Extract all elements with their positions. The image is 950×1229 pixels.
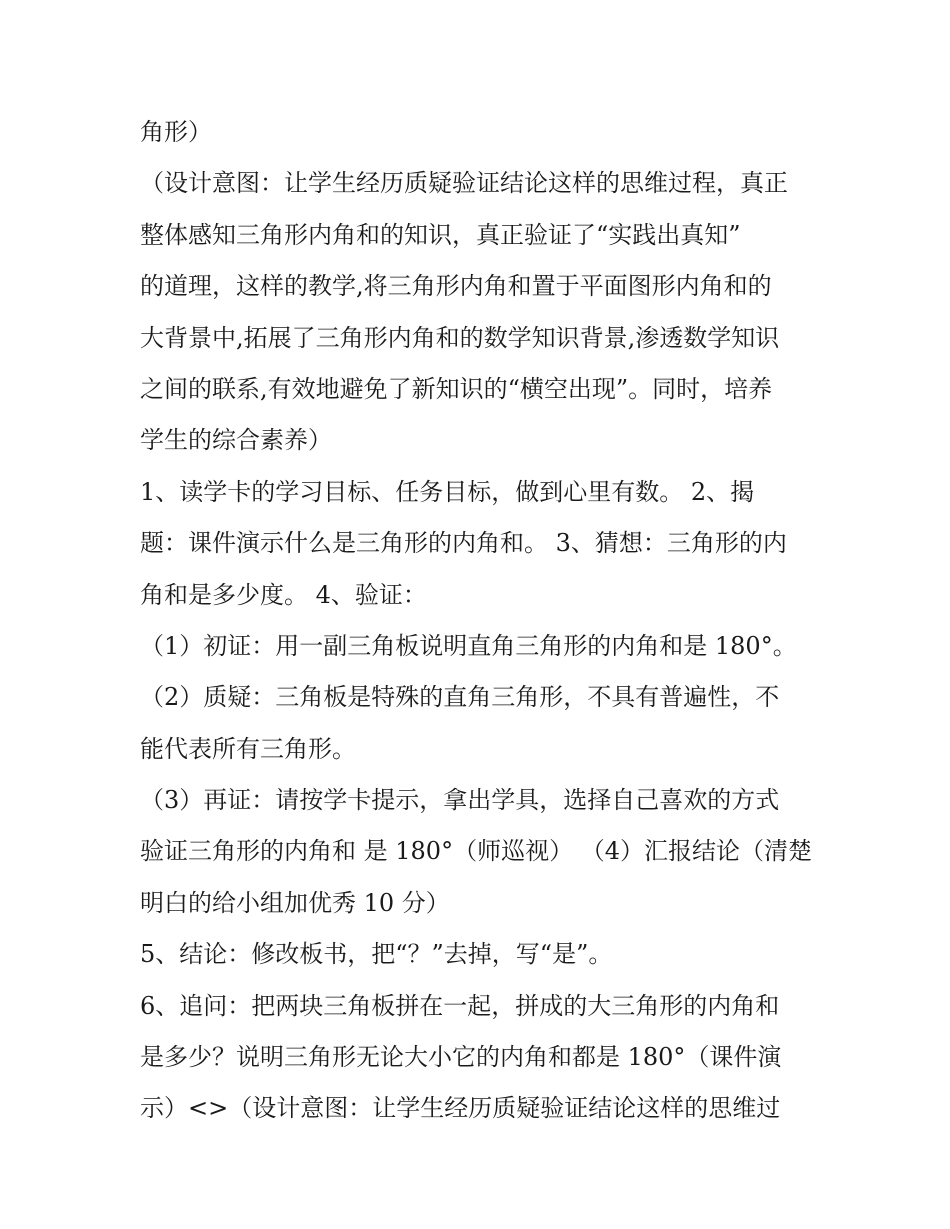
text-line: 角和是多少度。 4、验证： <box>140 580 427 609</box>
text-line: 1、读学卡的学习目标、任务目标，做到心里有数。 2、揭 <box>140 477 755 506</box>
text-line: 题：课件演示什么是三角形的内角和。 3、猜想：三角形的内 <box>140 529 787 558</box>
text-line: 学生的综合素养） <box>140 426 332 455</box>
text-line: （2）质疑：三角板是特殊的直角三角形，不具有普遍性，不 <box>140 683 780 712</box>
text-line: 明白的给小组加优秀 10 分） <box>140 888 450 917</box>
text-line: 大背景中,拓展了三角形内角和的数学知识背景,渗透数学知识 <box>140 323 780 352</box>
text-line: 示）<>（设计意图：让学生经历质疑验证结论这样的思维过 <box>140 1094 781 1123</box>
text-line: 是多少？说明三角形无论大小它的内角和都是 180°（课件演 <box>140 1043 782 1072</box>
text-line: 的道理，这样的教学,将三角形内角和置于平面图形内角和的 <box>140 272 772 301</box>
document-body <box>140 107 820 1135</box>
text-line: （设计意图：让学生经历质疑验证结论这样的思维过程，真正 <box>140 169 788 198</box>
text-line: 5、结论：修改板书，把“？”去掉，写“是”。 <box>140 940 613 969</box>
text-line: 能代表所有三角形。 <box>140 734 356 763</box>
text-line: （3）再证：请按学卡提示，拿出学具，选择自己喜欢的方式 <box>140 786 780 815</box>
text-line: 整体感知三角形内角和的知识，真正验证了“实践出真知” <box>140 220 741 249</box>
text-line: 验证三角形的内角和 是 180°（师巡视） （4）汇报结论（清楚 <box>140 837 812 866</box>
text-line: 之间的联系,有效地避免了新知识的“横空出现”。同时，培养 <box>140 374 773 403</box>
text-line: 角形） <box>140 118 212 146</box>
text-line: 6、追问：把两块三角板拼在一起，拼成的大三角形的内角和 <box>140 991 780 1020</box>
text-line: （1）初证：用一副三角板说明直角三角形的内角和是 180°。 <box>140 631 797 660</box>
